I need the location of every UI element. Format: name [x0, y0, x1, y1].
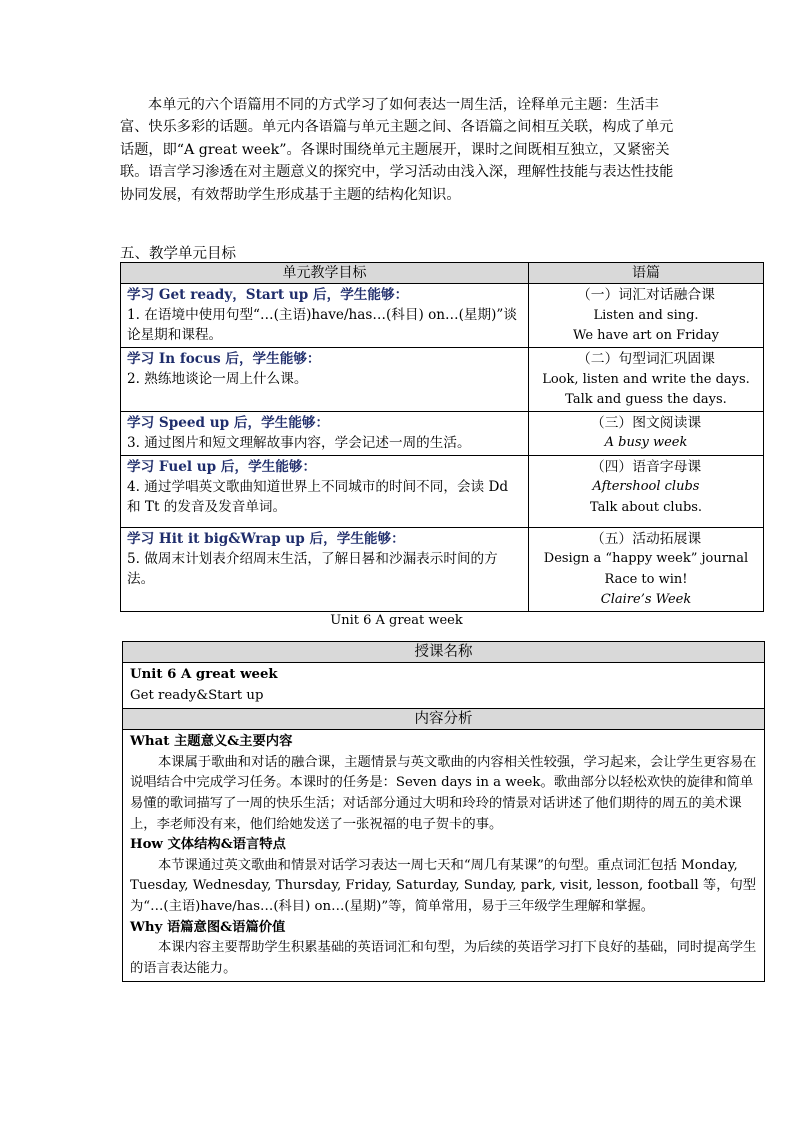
how-paragraph: 本节课通过英文歌曲和情景对话学习表达一周七天和“周几有某课”的句型。重点词汇包括 Monday, Tuesday, Wednesday, Thursday, Friday, Saturday, Sunday, park, visit, lesson, football 等，句型为“…(主语)have/has…(科目) on…(星期)”等，简单常用，易于三年级学生理解和掌握。	[130, 857, 757, 914]
goals-header-lesson: 语篇	[529, 263, 764, 284]
goal-cell	[121, 527, 529, 611]
goal-title: 学习 Fuel up 后，学生能够：	[127, 458, 317, 475]
goal-title: 学习 Get ready，Start up 后，学生能够：	[127, 287, 409, 303]
lesson-title: （一）词汇对话融合课	[577, 287, 715, 303]
lesson-title: （三）图文阅读课	[590, 414, 702, 431]
lesson-title: （四）语音字母课	[590, 458, 702, 475]
lesson-line: Talk and guess the days.	[565, 392, 727, 407]
goal-cell	[121, 411, 529, 455]
goal-title: 学习 Speed up 后，学生能够：	[127, 414, 330, 431]
course-name-header: 授课名称	[123, 642, 765, 663]
goal-title: 学习 Hit it big&Wrap up 后，学生能够：	[127, 530, 405, 547]
goal-text: 2. 熟练地谈论一周上什么课。	[127, 371, 308, 387]
course-title: Unit 6 A great week	[130, 667, 278, 682]
what-paragraph: 本课属于歌曲和对话的融合课，主题情景与英文歌曲的内容相关性较强，学习起来，会让学生更容易在说唱结合中完成学习任务。本课时的任务是：Seven days in a week。歌曲部分以轻松欢快的旋律和简单易懂的歌词描写了一周的快乐生活；对话部分通过大明和玲玲的情景对话讲述了他们期待的周五的美术课上，李老师没有来，他们给她发送了一张祝福的电子贺卡的事。	[130, 754, 757, 832]
lesson-cell	[529, 411, 764, 455]
course-name-cell	[123, 663, 765, 709]
lesson-line: A busy week	[604, 435, 688, 450]
lesson-cell	[529, 527, 764, 611]
goal-cell	[121, 284, 529, 348]
goal-title: 学习 In focus 后，学生能够：	[127, 351, 321, 367]
lesson-line: We have art on Friday	[573, 328, 719, 343]
goal-cell	[121, 348, 529, 412]
lesson-plan-table	[122, 641, 765, 982]
goals-header-objective: 单元教学目标	[121, 263, 529, 284]
lesson-line: Race to win!	[604, 571, 688, 587]
why-heading: Why 语篇意图&语篇价值	[130, 919, 286, 935]
lesson-cell	[529, 348, 764, 412]
goal-text: 5. 做周末计划表介绍周末生活，了解日晷和沙漏表示时间的方法。	[127, 550, 498, 587]
lesson-cell	[529, 455, 764, 527]
how-heading: How 文体结构&语言特点	[130, 837, 286, 853]
lesson-title: （五）活动拓展课	[590, 530, 702, 547]
content-analysis-header: 内容分析	[123, 709, 765, 730]
why-paragraph: 本课内容主要帮助学生积累基础的英语词汇和句型，为后续的英语学习打下良好的基础，同时提高学生的语言表达能力。	[130, 940, 757, 976]
lesson-cell	[529, 284, 764, 348]
lesson-line: Design a “happy week” journal	[543, 551, 749, 566]
section-title: 五、教学单元目标	[120, 246, 236, 262]
goal-text: 4. 通过学唱英文歌曲知道世界上不同城市的时间不同，会读 Dd 和 Tt 的发音及发音单词。	[127, 478, 509, 515]
lesson-line: Look, listen and write the days.	[542, 371, 750, 387]
intro-paragraph: 本单元的六个语篇用不同的方式学习了如何表达一周生活，诠释单元主题：生活丰富、快乐多彩的话题。单元内各语篇与单元主题之间、各语篇之间相互关联，构成了单元话题，即“A great week”。各课时围绕单元主题展开，课时之间既相互独立，又紧密关联。语言学习渗透在对主题意义的探究中，学习活动由浅入深，理解性技能与表达性技能协同发展，有效帮助学生形成基于主题的结构化知识。	[120, 97, 674, 203]
lesson-title: （二）句型词汇巩固课	[577, 351, 715, 367]
goal-cell	[121, 455, 529, 527]
lesson-line: Listen and sing.	[593, 307, 699, 323]
unit-goals-table	[120, 262, 764, 612]
lesson-line: Claire’s Week	[600, 592, 692, 607]
content-analysis-cell	[123, 730, 765, 982]
what-heading: What 主题意义&主要内容	[130, 734, 293, 750]
lesson-line: Aftershool clubs	[592, 479, 700, 494]
goal-text: 1. 在语境中使用句型“…(主语)have/has…(科目) on…(星期)”谈论星期和课程。	[127, 307, 517, 343]
lesson-line: Talk about clubs.	[589, 499, 703, 515]
course-subtitle: Get ready&Start up	[130, 687, 264, 703]
goal-text: 3. 通过图片和短文理解故事内容，学会记述一周的生活。	[127, 434, 471, 451]
table-caption: Unit 6 A great week	[330, 613, 463, 628]
